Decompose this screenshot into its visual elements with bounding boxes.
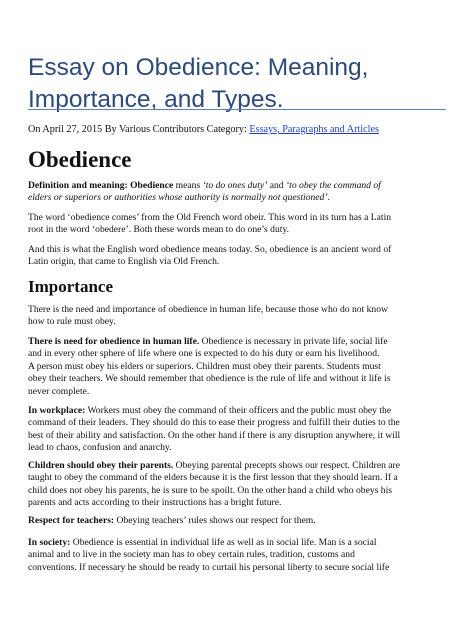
definition-label: Definition and meaning: xyxy=(28,180,128,191)
human-life-label: There is need for obedience in human life. xyxy=(28,336,200,347)
society-label: In society: xyxy=(28,537,71,548)
heading-importance: Importance xyxy=(28,277,113,296)
definition-word: Obedience xyxy=(130,180,174,191)
heading-obedience: Obedience xyxy=(28,147,132,172)
document-title xyxy=(28,52,428,116)
byline xyxy=(28,123,458,136)
category-link[interactable]: Essays, Paragraphs and Articles xyxy=(249,124,379,135)
human-life-paragraph: There is need for obedience in human life. Obedience is necessary in private life, social life and in every other sphere of life where one is expected to do his duty or earn his livelihood. A person must obey his elders or superiors. Children must obey their parents. Students must obey their teachers. We should remember that obedience is the rule of life and without it life is never complete. xyxy=(28,336,391,397)
title-line-2: Importance, and Types. xyxy=(28,86,284,113)
byline-text: On April 27, 2015 By Various Contributors Category: xyxy=(28,124,250,135)
children-paragraph: Children should obey their parents. Obeying parental precepts shows our respect. Children are taught to obey the command of the elders because it is the first lesson that they should learn. If a child does not obey his parents, he is sure to be spoilt. On the other hand a child who obeys his parents and acts according to their instructions has a bright future. xyxy=(28,460,400,509)
workplace-label: In workplace: xyxy=(28,405,86,416)
title-line-1: Essay on Obedience: Meaning, xyxy=(28,54,369,81)
children-label: Children should obey their parents. xyxy=(28,460,174,471)
workplace-paragraph: In workplace: Workers must obey the command of their officers and the public must obey the command of their leaders. They should do this to ease their progress and fulfill their duties to the best of their ability and satisfaction. On the other hand if there is any disruption anywhere, it will lead to chaos, confusion and anarchy. xyxy=(28,405,401,454)
teachers-label: Respect for teachers: xyxy=(28,515,115,526)
importance-intro-paragraph: There is the need and importance of obedience in human life, because those who do not know how to rule must obey. xyxy=(28,304,388,328)
english-paragraph: And this is what the English word obedience means today. So, obedience is an ancient word of Latin origin, that came to English via Old French. xyxy=(28,244,392,268)
origin-paragraph: The word ‘obedience comes’ from the Old French word obeir. This word in its turn has a Latin root in the word ‘obedere’. Both these words mean to do one’s duty. xyxy=(28,212,392,236)
title-underline-divider xyxy=(28,109,446,110)
definition-paragraph: Definition and meaning: Obedience means ‘to do ones duty’ and ‘to obey the command of elders or superiors or authorities whose authority is normally not questioned’. xyxy=(28,180,381,204)
society-paragraph: In society: Obedience is essential in individual life as well as in social life. Man is a social animal and to live in the society man has to obey certain rules, tradition, customs and conventions. If necessary he should be ready to curtail his personal liberty to secure social life xyxy=(28,537,390,573)
teachers-paragraph: Respect for teachers: Obeying teachers’ rules shows our respect for them. xyxy=(28,515,316,526)
